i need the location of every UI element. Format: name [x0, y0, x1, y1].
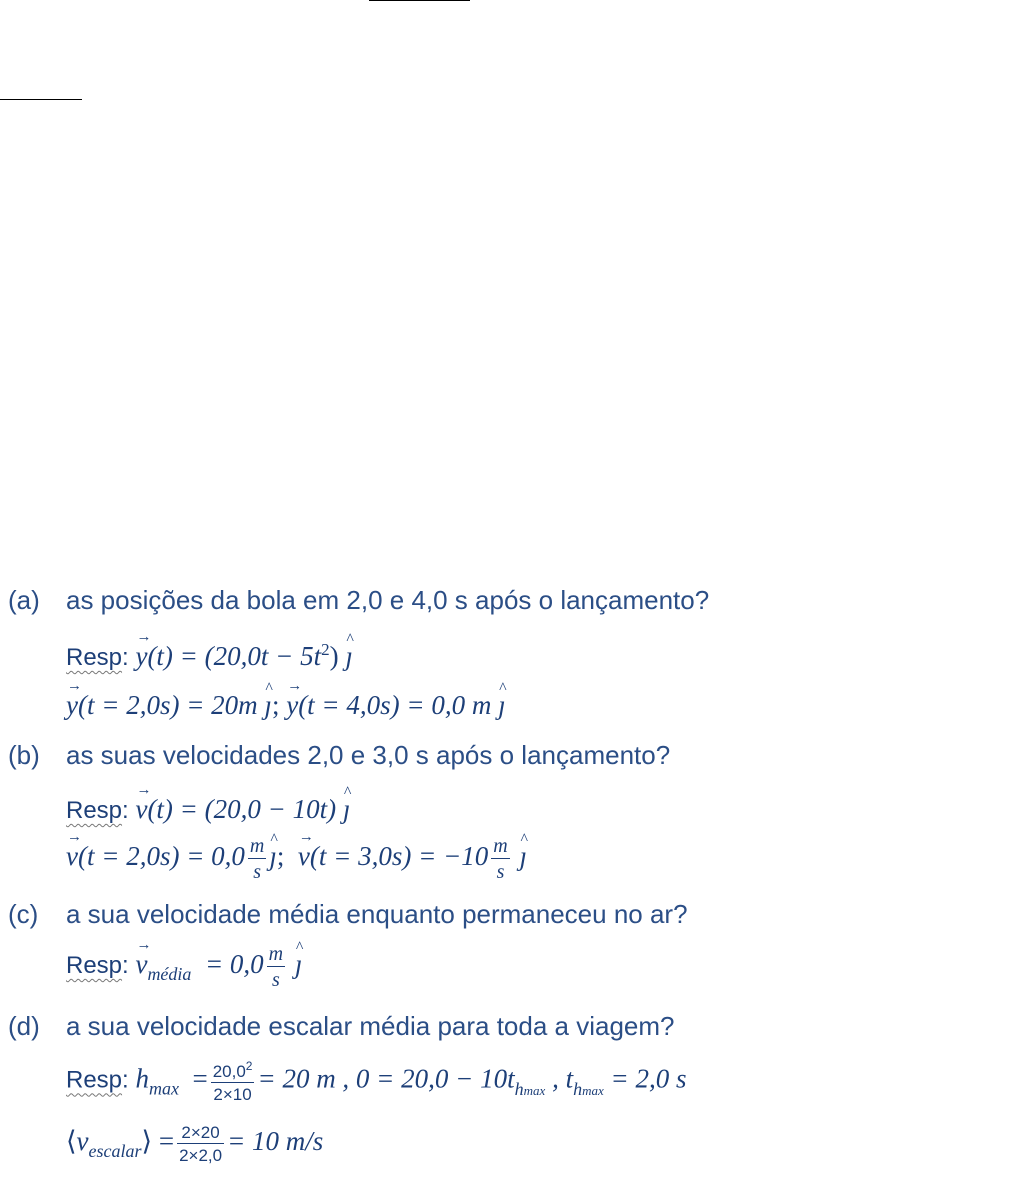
- answer-b-line-2: → v(t = 2,0s) = 0,0 $\frac{m}{s}$ ^ ȷ; → v(t = 3,0s) = −10 $\frac{m}{s}$ ^ ȷ: [66, 836, 527, 882]
- unit-vector-j: ^ ȷ: [345, 641, 353, 672]
- fraction-h-max: $\frac{20,0^2}{2\times 10}$: [212, 1059, 253, 1104]
- question-d-text: a sua velocidade escalar média para toda a viagem?: [66, 1011, 675, 1041]
- vector-y: → y: [135, 641, 147, 672]
- answer-c-line-1: Resp: → $v_{média} = 0,0$ $\frac{m}{s}$ ^ ȷ: [66, 944, 302, 990]
- question-b: [8, 740, 670, 771]
- unit-vector-j: ^ ȷ: [269, 841, 277, 872]
- question-a-label: (a): [8, 585, 40, 615]
- vector-y: → y: [286, 690, 298, 721]
- fraction-v-escalar: $\frac{2\times 20}{2\times 2,0}$: [179, 1123, 223, 1165]
- answer-d-line-2: $⟨v_{escalar}⟩$ = $\frac{2\times 20}{2\times 2,0}$ = 10 m/s: [66, 1123, 324, 1165]
- resp-label-c: Resp: [66, 952, 123, 980]
- vector-v: → v: [135, 794, 147, 825]
- unit-vector-j: ^ ȷ: [343, 794, 351, 825]
- answer-b-line-1: Resp: → v(t) = (20,0 − 10t) ^ ȷ: [66, 794, 350, 825]
- vector-y: → y: [66, 690, 78, 721]
- vector-v: → v: [135, 949, 147, 980]
- answer-d-line-1: Resp: $h_{max}$ = $\frac{20,0^2}{2\times 10}$ = 20 m , $0 = 20,0 - 10t_{hmax}$ , $t_{hmax} = 2,0$ s: [66, 1059, 687, 1104]
- question-b-label: (b): [8, 740, 40, 770]
- resp-label-b: Resp: [66, 797, 123, 824]
- unit-vector-j: ^ ȷ: [520, 841, 528, 872]
- answer-a-eq: (t) = (20,0t − 5t: [147, 641, 322, 671]
- question-c: [8, 899, 688, 930]
- unit-vector-j: ^ ȷ: [498, 690, 506, 721]
- vector-v: → v: [298, 841, 310, 872]
- question-d: [8, 1011, 675, 1042]
- fraction-m-s: $\frac{m}{s}$: [249, 835, 265, 883]
- question-a: [8, 585, 709, 616]
- resp-label-a: Resp: [66, 644, 123, 671]
- question-c-label: (c): [8, 899, 39, 929]
- left-rule: [0, 99, 82, 100]
- resp-label-d: Resp: [66, 1066, 123, 1094]
- top-rule: [369, 0, 470, 1]
- unit-vector-j: ^ ȷ: [295, 949, 303, 980]
- answer-a-line-1: Resp: → $y(t) = (20,0t - 5t^2)$ ^ ȷ: [66, 640, 353, 672]
- question-a-text: as posições da bola em 2,0 e 4,0 s após o lançamento?: [66, 585, 710, 615]
- unit-vector-j: ^ ȷ: [264, 690, 272, 721]
- fraction-m-s: $\frac{m}{s}$: [493, 835, 508, 883]
- question-c-text: a sua velocidade média enquanto permaneceu no ar?: [66, 899, 688, 929]
- question-b-text: as suas velocidades 2,0 e 3,0 s após o lançamento?: [66, 740, 671, 770]
- fraction-m-s: $\frac{m}{s}$: [268, 943, 284, 991]
- question-d-label: (d): [8, 1011, 40, 1041]
- answer-a-line-2: → y(t = 2,0s) = 20m ^ ȷ; → y(t = 4,0s) = 0,0 m ^ ȷ: [66, 690, 506, 721]
- vector-v: → v: [66, 841, 78, 872]
